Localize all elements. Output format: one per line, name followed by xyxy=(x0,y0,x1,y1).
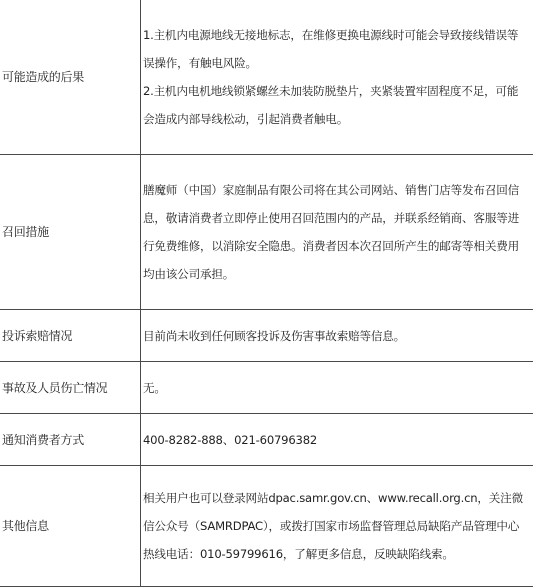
recall-measures-text: 膳魔师（中国）家庭制品有限公司将在其公司网站、销售门店等发布召回信息，敬请消费者立即停止使用召回范围内的产品，并联系经销商、客服等进行免费维修，以消除安全隐患。消费者因本次召回所产生的邮寄等相关费用均由该公司承担。 xyxy=(143,176,527,288)
row-value-recall-measures xyxy=(141,155,533,310)
row-value-complaints xyxy=(141,310,533,362)
other-info-text: 相关用户也可以登录网站dpac.samr.gov.cn、www.recall.org.cn，关注微信公众号（SAMRDPAC），或拨打国家市场监督管理总局缺陷产品管理中心热线电话：010-59799616，了解更多信息，反映缺陷线索。 xyxy=(143,484,527,568)
row-label-other-info: 其他信息 xyxy=(0,466,141,587)
table-row-complaints xyxy=(0,310,533,362)
row-label-recall-measures: 召回措施 xyxy=(0,155,141,310)
row-label-notification: 通知消费者方式 xyxy=(0,414,141,466)
table-row-notification xyxy=(0,414,533,466)
row-label-accidents: 事故及人员伤亡情况 xyxy=(0,362,141,414)
consequence-item-1: 1.主机内电源地线无接地标志，在维修更换电源线时可能会导致接线错误等误操作，有触电风险。 xyxy=(143,21,527,77)
row-value-consequences xyxy=(141,0,533,155)
row-label-consequences: 可能造成的后果 xyxy=(0,0,141,155)
table-row-recall-measures xyxy=(0,155,533,310)
complaints-text: 目前尚未收到任何顾客投诉及伤害事故索赔等信息。 xyxy=(143,322,527,350)
row-value-notification xyxy=(141,414,533,466)
table-row-accidents xyxy=(0,362,533,414)
consequence-item-2: 2.主机内电机地线锁紧螺丝未加装防脱垫片，夹紧装置牢固程度不足，可能会造成内部导线松动，引起消费者触电。 xyxy=(143,77,527,133)
row-value-accidents xyxy=(141,362,533,414)
row-label-complaints: 投诉索赔情况 xyxy=(0,310,141,362)
accidents-text: 无。 xyxy=(143,374,527,402)
row-value-other-info xyxy=(141,466,533,587)
notification-phone-text: 400-8282-888、021-60796382 xyxy=(143,426,527,454)
table-row-other-info xyxy=(0,466,533,587)
table-row-consequences xyxy=(0,0,533,155)
